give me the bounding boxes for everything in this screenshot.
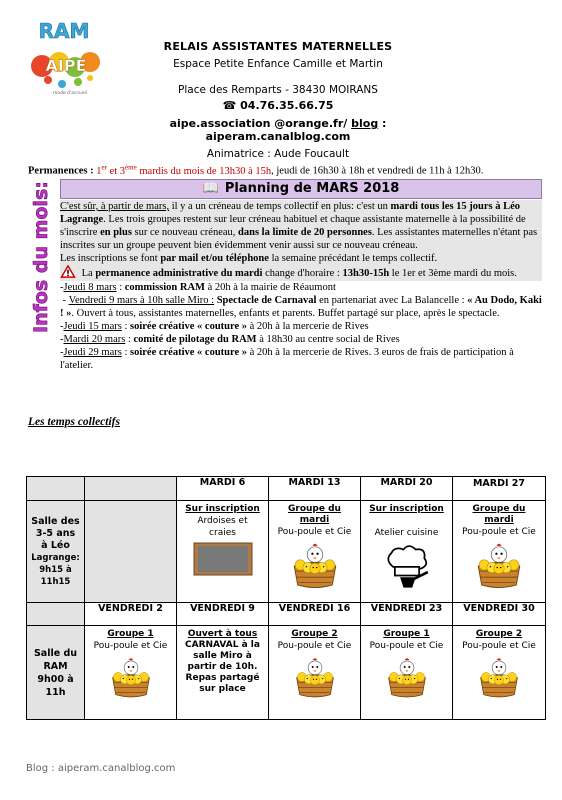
cell-vendredi-23: Groupe 1 Pou-poule et Cie <box>361 626 453 720</box>
header-phone: 04.76.35.66.75 <box>240 99 334 112</box>
logo-ram-text: RAM <box>38 19 90 43</box>
header-vendredi-23: VENDREDI 23 <box>361 603 453 626</box>
cell-vendredi-9: Ouvert à tous CARNAVAL à la salle Miro à partir de 10h. Repas partagé sur place <box>177 626 269 720</box>
side-label-text: Infos du mois: <box>30 181 52 333</box>
row-label-salle-du-ram: Salle du RAM 9h00 à 11h <box>27 626 85 720</box>
table-row-leo-lagrange <box>27 501 546 603</box>
cell-vendredi-16: Groupe 2 Pou-poule et Cie <box>269 626 361 720</box>
table-corner-cell <box>27 477 85 501</box>
header-contact-line <box>118 117 438 143</box>
header-email[interactable]: aipe.association @orange.fr/ <box>169 117 352 130</box>
header-vendredi-30: VENDREDI 30 <box>453 603 546 626</box>
chick-basket-image <box>108 655 154 699</box>
cell-mardi-20: Sur inscription Atelier cuisine <box>361 501 453 603</box>
header-vendredi-2: VENDREDI 2 <box>85 603 177 626</box>
cell-mardi-6: Sur inscription Ardoises et craies <box>177 501 269 603</box>
cell-mardi-27: Groupe du mardi Pou-poule et Cie <box>453 501 546 603</box>
chalkboard-image <box>193 542 253 576</box>
phone-icon: ☎ <box>222 99 237 112</box>
event-comite: -Mardi 20 mars : comité de pilotage du RAM à 18h30 au centre social de Rives <box>60 333 400 345</box>
section-title-temps-collectifs: Les temps collectifs <box>28 416 120 428</box>
table-row-salle-ram <box>27 626 546 720</box>
logo-caption: mode d'accueil <box>52 91 88 96</box>
header-vendredi-9: VENDREDI 9 <box>177 603 269 626</box>
info-paragraph-inscriptions: Les inscriptions se font par mail et/ou téléphone la semaine précédant le temps collectif. <box>60 252 542 265</box>
cell-mardi-13: Groupe du mardi Pou-poule et Cie <box>269 501 361 603</box>
side-label-infos-du-mois <box>20 175 56 335</box>
table-empty-cell <box>85 501 177 603</box>
event-couture-15: -Jeudi 15 mars : soirée créative « couture » à 20h à la mercerie de Rives <box>60 320 369 332</box>
chick-basket-image <box>473 541 525 589</box>
header-phone-line <box>118 99 438 112</box>
header-blog-label[interactable]: blog <box>351 117 379 130</box>
info-paragraph-permanence: La permanence administrative du mardi change d'horaire : 13h30-15h le 1er et 3ème mardi du mois. <box>60 265 542 280</box>
event-commission: -Jeudi 8 mars : commission RAM à 20h à la mairie de Réaumont <box>60 281 336 293</box>
chick-basket-image <box>292 655 338 699</box>
header-subtitle: Espace Petite Enfance Camille et Martin <box>173 58 383 70</box>
permanences-line <box>28 163 548 177</box>
chef-hat-image <box>381 542 433 590</box>
chick-basket-image <box>289 541 341 589</box>
event-couture-29: -Jeudi 29 mars : soirée créative « couture » à 20h à la mercerie de Rives. 3 euros de frais de participation à l'atelier. <box>60 347 514 372</box>
header-mardi-6: MARDI 6 <box>177 477 269 501</box>
book-icon: 📖 <box>202 181 219 196</box>
header-vendredi-16: VENDREDI 16 <box>269 603 361 626</box>
cell-vendredi-2: Groupe 1 Pou-poule et Cie <box>85 626 177 720</box>
footer-blog[interactable]: Blog : aiperam.canalblog.com <box>26 763 176 774</box>
row-label-salle-3-5-ans: Salle des 3-5 ans à Léo Lagrange: 9h15 à 11h15 <box>27 501 85 603</box>
info-paragraph-new-slot: C'est sûr, à partir de mars, il y a un créneau de temps collectif en plus: c'est un mardi tous les 15 jours à Léo Lagrange. Les trois groupes restent sur leur créneau habituel et chaque assistante maternelle à la possibilité de s'inscrire en plus sur ce nouveau créneau, dans la limite de 20 personnes. Les assistantes maternelles n'étant pas inscrites sur un groupe peuvent bien évidemment venir aussi sur ce nouveau créneau. <box>60 200 542 252</box>
permanences-label: Permanences : <box>28 165 97 177</box>
schedule-table <box>26 476 546 720</box>
infos-body <box>60 200 542 372</box>
table-header-row-mardi <box>27 477 546 501</box>
table-corner-cell <box>27 603 85 626</box>
header-mardi-13: MARDI 13 <box>269 477 361 501</box>
header-mardi-20: MARDI 20 <box>361 477 453 501</box>
chick-basket-image <box>384 655 430 699</box>
header-blog-url[interactable]: : aiperam.canalblog.com <box>205 117 387 143</box>
header-address: Place des Remparts - 38430 MOIRANS <box>178 84 378 96</box>
chick-basket-image <box>476 655 522 699</box>
warning-icon <box>60 265 76 278</box>
ram-aipe-logo <box>22 18 106 100</box>
event-carnaval: - Vendredi 9 mars à 10h salle Miro : Spectacle de Carnaval en partenariat avec La Balancelle : « Au Dodo, Kaki ! ». Ouvert à tous, assistantes maternelles, enfants et parents. Buffet partagé sur place, après le spectacle. <box>60 294 542 319</box>
header-mardi-27: MARDI 27 <box>453 477 546 501</box>
header-animatrice: Animatrice : Aude Foucault <box>206 148 350 160</box>
header-title: RELAIS ASSISTANTES MATERNELLES <box>163 40 393 53</box>
planning-title: Planning de MARS 2018 <box>224 181 400 196</box>
table-header-row-vendredi <box>27 603 546 626</box>
table-empty-header <box>85 477 177 501</box>
logo-aipe-text: AIPE <box>45 56 87 75</box>
permanences-rest: , jeudi de 16h30 à 18h et vendredi de 11h à 12h30. <box>271 165 484 177</box>
permanences-days: 1er et 3ème mardis du mois de 13h30 à 15h <box>96 163 272 177</box>
planning-banner <box>60 179 542 199</box>
cell-vendredi-30: Groupe 2 Pou-poule et Cie <box>453 626 546 720</box>
